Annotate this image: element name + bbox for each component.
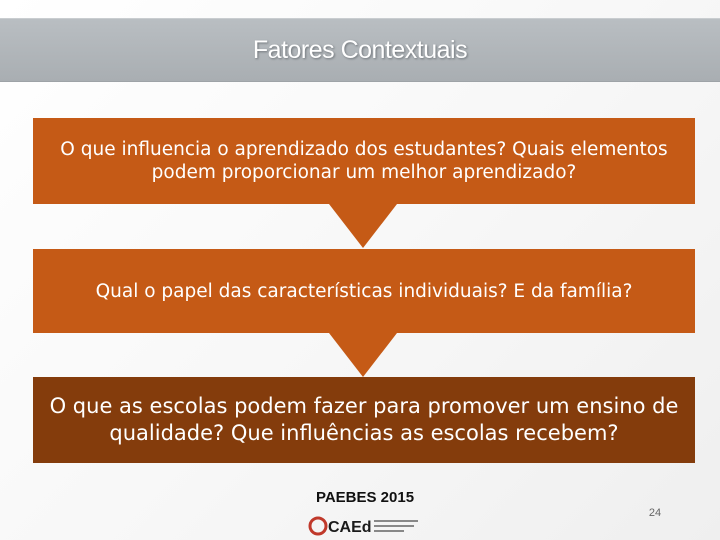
logo-subtext-line-2 xyxy=(374,525,414,527)
down-arrow-1 xyxy=(329,204,397,248)
logo-ring-icon xyxy=(310,518,326,534)
caed-logo xyxy=(308,515,426,537)
logo-subtext-line-3 xyxy=(374,530,404,532)
logo-subtext-line-1 xyxy=(374,520,418,522)
page-number: 24 xyxy=(648,507,662,519)
footer-label: PAEBES 2015 xyxy=(315,489,415,506)
question-box-3 xyxy=(33,377,695,463)
question-text-3: O que as escolas podem fazer para promover um ensino de qualidade? Que influências as escolas recebem? xyxy=(49,394,679,445)
title-bar xyxy=(0,18,720,82)
question-box-1 xyxy=(33,118,695,204)
slide-title: Fatores Contextuais xyxy=(252,35,468,64)
question-text-2: Qual o papel das características individuais? E da família? xyxy=(95,280,633,302)
question-text-1: O que influencia o aprendizado dos estudantes? Quais elementos podem proporcionar um melhor aprendizado? xyxy=(60,139,668,183)
down-arrow-2 xyxy=(329,333,397,377)
question-box-2 xyxy=(33,249,695,333)
logo-wordmark: CAEd xyxy=(328,519,372,536)
